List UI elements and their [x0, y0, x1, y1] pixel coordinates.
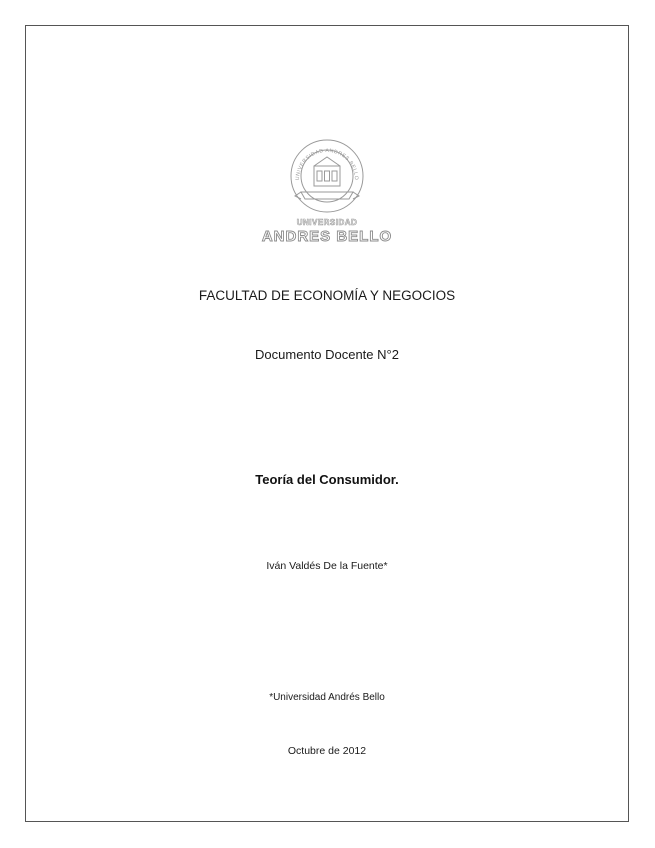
- university-logo: [26, 136, 628, 246]
- document-title: Teoría del Consumidor.: [255, 472, 399, 487]
- logo-text-andres-bello: ANDRES BELLO: [261, 228, 393, 245]
- faculty-heading: FACULTAD DE ECONOMÍA Y NEGOCIOS: [198, 288, 456, 303]
- author-affiliation: *Universidad Andrés Bello: [269, 692, 385, 703]
- document-number: Documento Docente N°2: [255, 347, 399, 362]
- publication-date: Octubre de 2012: [287, 745, 367, 757]
- logo-text-universidad: UNIVERSIDAD: [296, 218, 358, 227]
- author-name: Iván Valdés De la Fuente*: [266, 560, 388, 572]
- document-page: [25, 25, 629, 822]
- svg-text:UNIVERSIDAD ANDRES BELLO: UNIVERSIDAD ANDRES BELLO: [294, 147, 360, 181]
- university-seal-icon: [283, 136, 371, 216]
